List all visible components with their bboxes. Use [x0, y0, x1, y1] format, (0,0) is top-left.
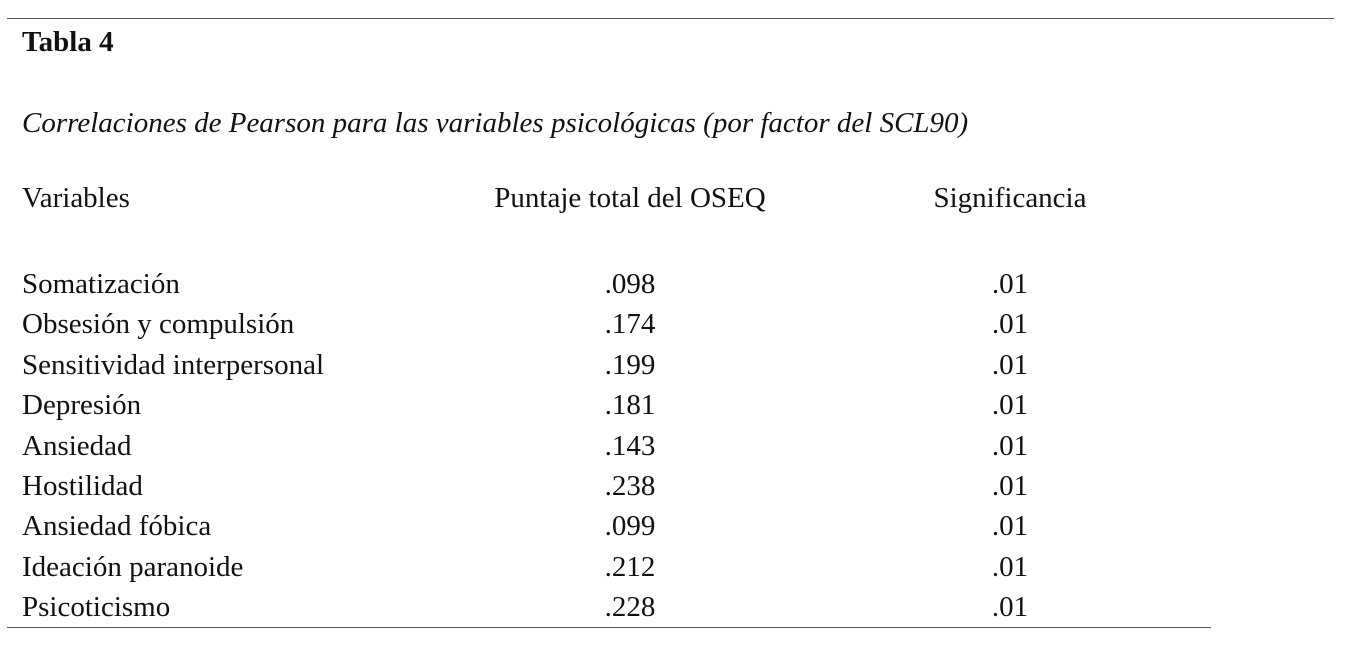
cell-significance: .01 [991, 389, 1029, 422]
column-header-significance: Significancia [933, 182, 1087, 214]
table-body [0, 264, 1350, 628]
table-row [0, 264, 1350, 304]
table-row [0, 304, 1350, 344]
table-row [0, 345, 1350, 385]
cell-significance: .01 [991, 429, 1029, 462]
cell-significance: .01 [991, 308, 1029, 341]
cell-score: .181 [604, 389, 656, 422]
column-header-score: Puntaje total del OSEQ [494, 182, 766, 214]
table-row [0, 466, 1350, 506]
table-title: Tabla 4 [22, 26, 114, 58]
table-caption: Correlaciones de Pearson para las variables psicológicas (por factor del SCL90) [22, 107, 969, 139]
cell-score: .098 [604, 268, 656, 300]
cell-significance: .01 [991, 550, 1029, 583]
column-header-variables: Variables [22, 182, 130, 214]
table-row [0, 587, 1350, 627]
cell-variable: Ansiedad fóbica [22, 510, 212, 543]
cell-score: .228 [604, 591, 656, 624]
cell-variable: Psicoticismo [22, 591, 171, 624]
table-row [0, 547, 1350, 587]
cell-variable: Obsesión y compulsión [22, 308, 295, 341]
cell-score: .099 [604, 510, 656, 543]
cell-variable: Somatización [22, 268, 180, 300]
cell-variable: Ideación paranoide [22, 550, 244, 583]
table-bottom-rule [7, 627, 1211, 628]
table-row [0, 426, 1350, 466]
cell-score: .143 [604, 429, 656, 462]
table-top-rule [7, 18, 1334, 19]
cell-variable: Ansiedad [22, 429, 132, 462]
cell-variable: Hostilidad [22, 469, 143, 502]
cell-variable: Depresión [22, 389, 142, 422]
cell-score: .212 [604, 550, 656, 583]
cell-significance: .01 [991, 348, 1029, 381]
cell-significance: .01 [991, 591, 1029, 624]
table-row [0, 385, 1350, 425]
table-row [0, 506, 1350, 546]
cell-significance: .01 [991, 268, 1029, 300]
cell-score: .238 [604, 469, 656, 502]
cell-variable: Sensitividad interpersonal [22, 348, 325, 381]
cell-score: .199 [604, 348, 656, 381]
cell-significance: .01 [991, 510, 1029, 543]
cell-score: .174 [604, 308, 656, 341]
cell-significance: .01 [991, 469, 1029, 502]
